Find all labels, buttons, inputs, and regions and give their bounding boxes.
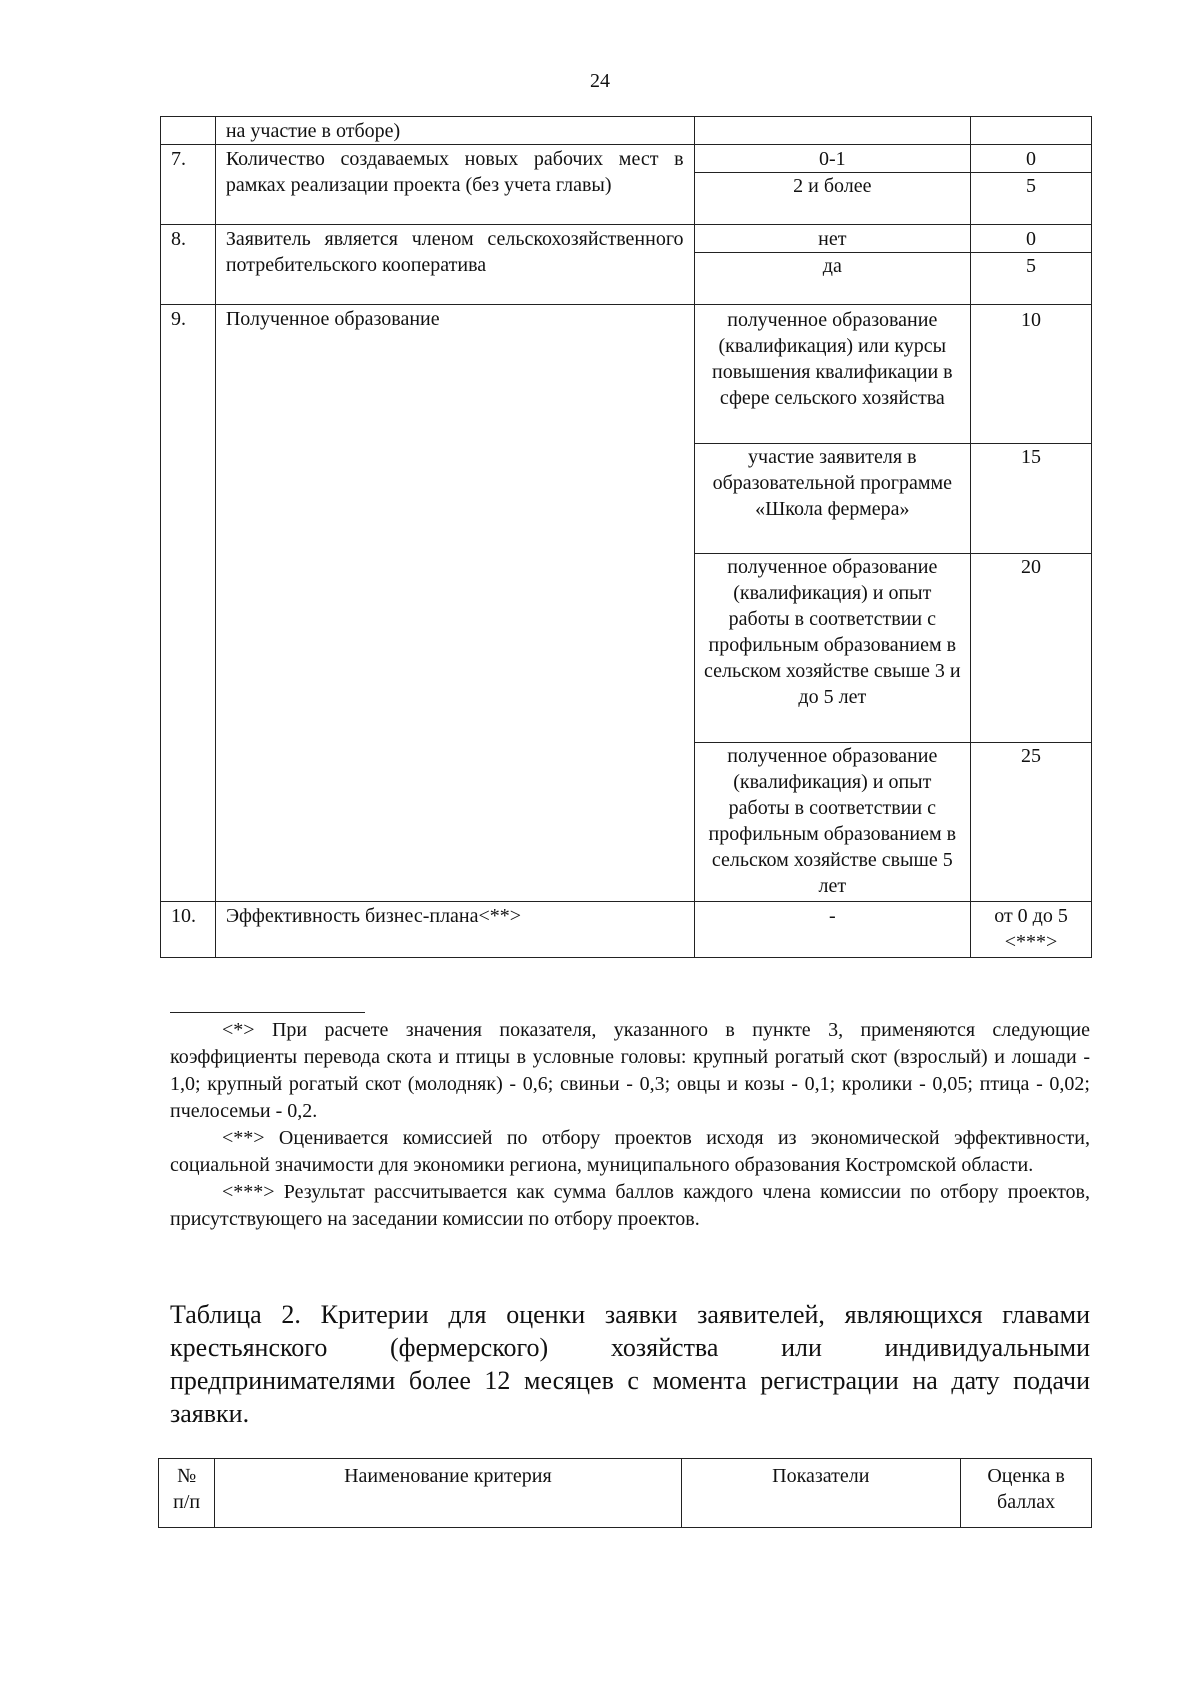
footnotes — [170, 1017, 1090, 1233]
score-value: 25 — [1021, 745, 1042, 767]
indicator-value: 0-1 — [818, 148, 846, 170]
criterion-cell: Полученное образование — [215, 305, 694, 902]
footnote: <***> Результат рассчитывается как сумма баллов каждого члена комиссии по отбору проектов, присутствующего на заседании комиссии по отбору проектов. — [170, 1181, 1090, 1230]
indicator-value: 2 и более — [793, 175, 872, 197]
indicator-value: полученное образование (квалификация) и опыт работы в соответствии с профильным образованием в сельском хозяйстве свыше 3 и до 5 лет — [704, 556, 961, 708]
footnote-divider — [170, 1012, 365, 1013]
indicator-value: нет — [818, 228, 847, 250]
criterion-cell: Количество создаваемых новых рабочих мест в рамках реализации проекта (без учета главы) — [215, 145, 694, 225]
table-row — [161, 305, 1092, 902]
score-value: 5 — [1026, 255, 1037, 277]
indicator-value: да — [822, 255, 842, 277]
score-cell — [971, 225, 1092, 305]
row-number: 8. — [161, 225, 216, 305]
footnote: <**> Оценивается комиссией по отбору проектов исходя из экономической эффективности, социальной значимости для экономики региона, муниципального образования Костромской области. — [170, 1127, 1090, 1176]
row-number: 9. — [161, 305, 216, 902]
indicator-cell — [694, 117, 971, 145]
score-value: 20 — [1021, 556, 1042, 578]
score-cell — [971, 117, 1092, 145]
indicator-cell: - — [694, 902, 971, 958]
table-header-row — [159, 1459, 1092, 1528]
score-value: 10 — [1021, 309, 1042, 331]
row-number: 7. — [161, 145, 216, 225]
table-row — [161, 145, 1092, 225]
row-number — [161, 117, 216, 145]
score-value: 15 — [1021, 446, 1042, 468]
table-row — [161, 225, 1092, 305]
score-value: 0 — [1026, 148, 1037, 170]
criterion-cell: на участие в отборе) — [215, 117, 694, 145]
indicator-cell — [694, 305, 971, 902]
row-number: 10. — [161, 902, 216, 958]
indicator-value: участие заявителя в образовательной программе «Школа фермера» — [712, 446, 953, 520]
score-value: 5 — [1026, 175, 1037, 197]
column-header: Оценка в баллах — [961, 1459, 1092, 1528]
table-row — [161, 902, 1092, 958]
table-row — [161, 117, 1092, 145]
column-header: Наименование критерия — [215, 1459, 681, 1528]
indicator-cell — [694, 145, 971, 225]
column-header: Показатели — [681, 1459, 961, 1528]
score-cell — [971, 305, 1092, 902]
criterion-cell: Эффективность бизнес-плана<**> — [215, 902, 694, 958]
table-2-caption: Таблица 2. Критерии для оценки заявки заявителей, являющихся главами крестьянского (фермерского) хозяйства или индивидуальными предпринимателями более 12 месяцев с момента регистрации на дату подачи заявки. — [170, 1300, 1090, 1428]
indicator-value: полученное образование (квалификация) и опыт работы в соответствии с профильным образованием в сельском хозяйстве свыше 5 лет — [708, 745, 957, 897]
page-number: 24 — [590, 70, 610, 92]
column-header: № п/п — [159, 1459, 215, 1528]
score-cell: от 0 до 5 <***> — [971, 902, 1092, 958]
indicator-cell — [694, 225, 971, 305]
indicator-value: полученное образование (квалификация) или курсы повышения квалификации в сфере сельского хозяйства — [712, 309, 953, 409]
footnote: <*> При расчете значения показателя, указанного в пункте 3, применяются следующие коэффициенты перевода скота и птицы в условные головы: крупный рогатый скот (взрослый) и лошади - 1,0; крупный рогатый скот (молодняк) - 0,6; свиньи - 0,3; овцы и козы - 0,1; кролики - 0,05; птица - 0,02; пчелосемьи - 0,2. — [170, 1019, 1090, 1122]
criteria-table-2 — [158, 1458, 1092, 1528]
criteria-table-continued — [160, 116, 1092, 958]
criterion-cell: Заявитель является членом сельскохозяйственного потребительского кооператива — [215, 225, 694, 305]
score-cell — [971, 145, 1092, 225]
score-value: 0 — [1026, 228, 1037, 250]
